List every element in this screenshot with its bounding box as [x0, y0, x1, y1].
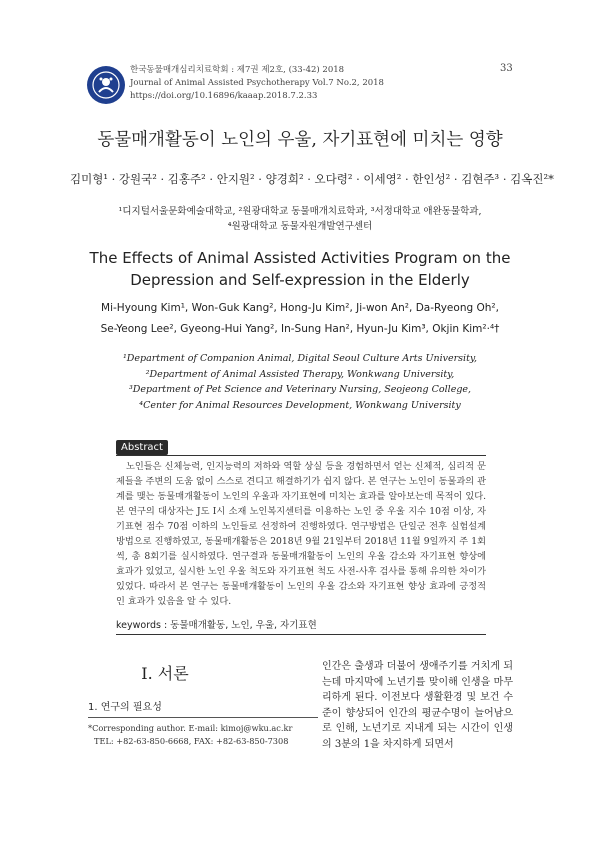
section-heading-introduction: Ⅰ. 서론	[141, 664, 189, 683]
journal-korean-line: 한국동물매개심리치료학회 : 제7권 제2호, (33-42) 2018	[130, 65, 345, 75]
title-english-line-1: The Effects of Animal Assisted Activities Program on the	[89, 249, 511, 267]
affiliation-korean-2: ⁴원광대학교 동물자원개발연구센터	[227, 221, 373, 232]
abstract-paragraph: 노인들은 신체능력, 인지능력의 저하와 역할 상실 등을 경험하면서 얻는 신체적, 심리적 문제들을 주변의 도움 없이 스스로 견디고 해결하기가 쉽지 않다. 본 연구는 노인이 동물과의 관계를 맺는 동물매개활동이 노인의 우울과 자기표현에 미치는 효과를 알아보는데 목적이 있다. 본 연구의 대상자는 J도 I시 소재 노인복지센터를 이용하는 노인 중 우울 지수 10점 이상, 자기표현 점수 70점 이하의 노인들로 선정하여 진행하였다. 연구방법은 단일군 전후 실험설계 방법으로 진행하였고, 동물매개활동은 2018년 9월 21일부터 2018년 11월 9일까지 주 1회씩, 총 8회기를 실시하였다. 연구결과 동물매개활동이 노인의 우울 감소와 자기표현 향상에 효과가 있었고, 실시한 노인 우울 척도와 자기표현 척도 사전-사후 검사를 통해 유의한 차이가 있었다. 따라서 본 연구는 동물매개활동이 노인의 우울 감소와 자기표현 향상 효과에 긍정적인 효과가 있음을 알 수 있다.	[116, 461, 486, 607]
affiliation-english-1: ¹Department of Companion Animal, Digital Seoul Culture Arts University,	[122, 353, 478, 364]
keywords-rule	[116, 634, 486, 635]
journal-english-line: Journal of Animal Assisted Psychotherapy Vol.7 No.2, 2018	[130, 78, 384, 88]
abstract-text	[116, 459, 486, 609]
footnote-rule	[88, 717, 318, 718]
paper-title-korean: 동물매개활동이 노인의 우울, 자기표현에 미치는 영향	[97, 130, 503, 150]
authors-english-line-2: Se-Yeong Lee², Gyeong-Hui Yang², In-Sung Han², Hyun-Ju Kim³, Okjin Kim²·⁴†	[100, 323, 500, 335]
abstract-top-rule	[116, 455, 486, 456]
body-text-right-column	[310, 659, 513, 752]
affiliation-english-2: ²Department of Animal Assisted Therapy, Wonkwang University,	[145, 368, 455, 380]
abstract-label: Abstract	[116, 440, 168, 455]
body-paragraph: 인간은 출생과 더불어 생애주기를 거치게 되는데 마지막에 노년기를 맞이해 인생을 마무리하게 된다. 이전보다 생활환경 및 보건 수준이 향상되어 인간의 평균수명이 늘어남으로 인해, 노년기로 지내게 되는 시간이 인생의 3분의 1을 차지하게 되면서	[322, 661, 513, 750]
affiliation-korean-1: ¹디지털서울문화예술대학교, ²원광대학교 동물매개치료학과, ³서정대학교 애완동물학과,	[118, 206, 482, 217]
authors-korean: 김미형¹ · 강원국² · 김홍주² · 안지원² · 양경희² · 오다령² · 이세영² · 한인성² · 김현주³ · 김옥진²*	[70, 172, 554, 186]
corresponding-author-footnote	[88, 722, 348, 748]
footnote-phone-line: TEL: +82-63-850-6668, FAX: +82-63-850-7308	[94, 736, 289, 746]
footnote-email-line: *Corresponding author. E-mail: kimoj@wku.ac.kr	[88, 723, 293, 733]
paper-title-english	[40, 247, 560, 291]
title-english-line-2: Depression and Self-expression in the Elderly	[130, 271, 470, 289]
authors-english	[40, 298, 560, 340]
journal-seal-icon	[91, 70, 121, 100]
authors-english-line-1: Mi-Hyoung Kim¹, Won-Guk Kang², Hong-Ju Kim², Ji-won An², Da-Ryeong Oh²,	[101, 302, 499, 314]
page-number: 33	[500, 63, 513, 74]
affiliations-english	[80, 351, 520, 413]
affiliation-english-4: ⁴Center for Animal Resources Development, Wonkwang University	[139, 399, 461, 411]
affiliation-english-3: ³Department of Pet Science and Veterinary Nursing, Seojeong College,	[128, 384, 472, 395]
doi-link[interactable]: https://doi.org/10.16896/kaaap.2018.7.2.33	[130, 91, 318, 101]
subsection-heading: 1. 연구의 필요성	[88, 702, 162, 713]
keywords: keywords : 동물매개활동, 노인, 우울, 자기표현	[116, 620, 317, 631]
journal-logo	[87, 66, 125, 104]
